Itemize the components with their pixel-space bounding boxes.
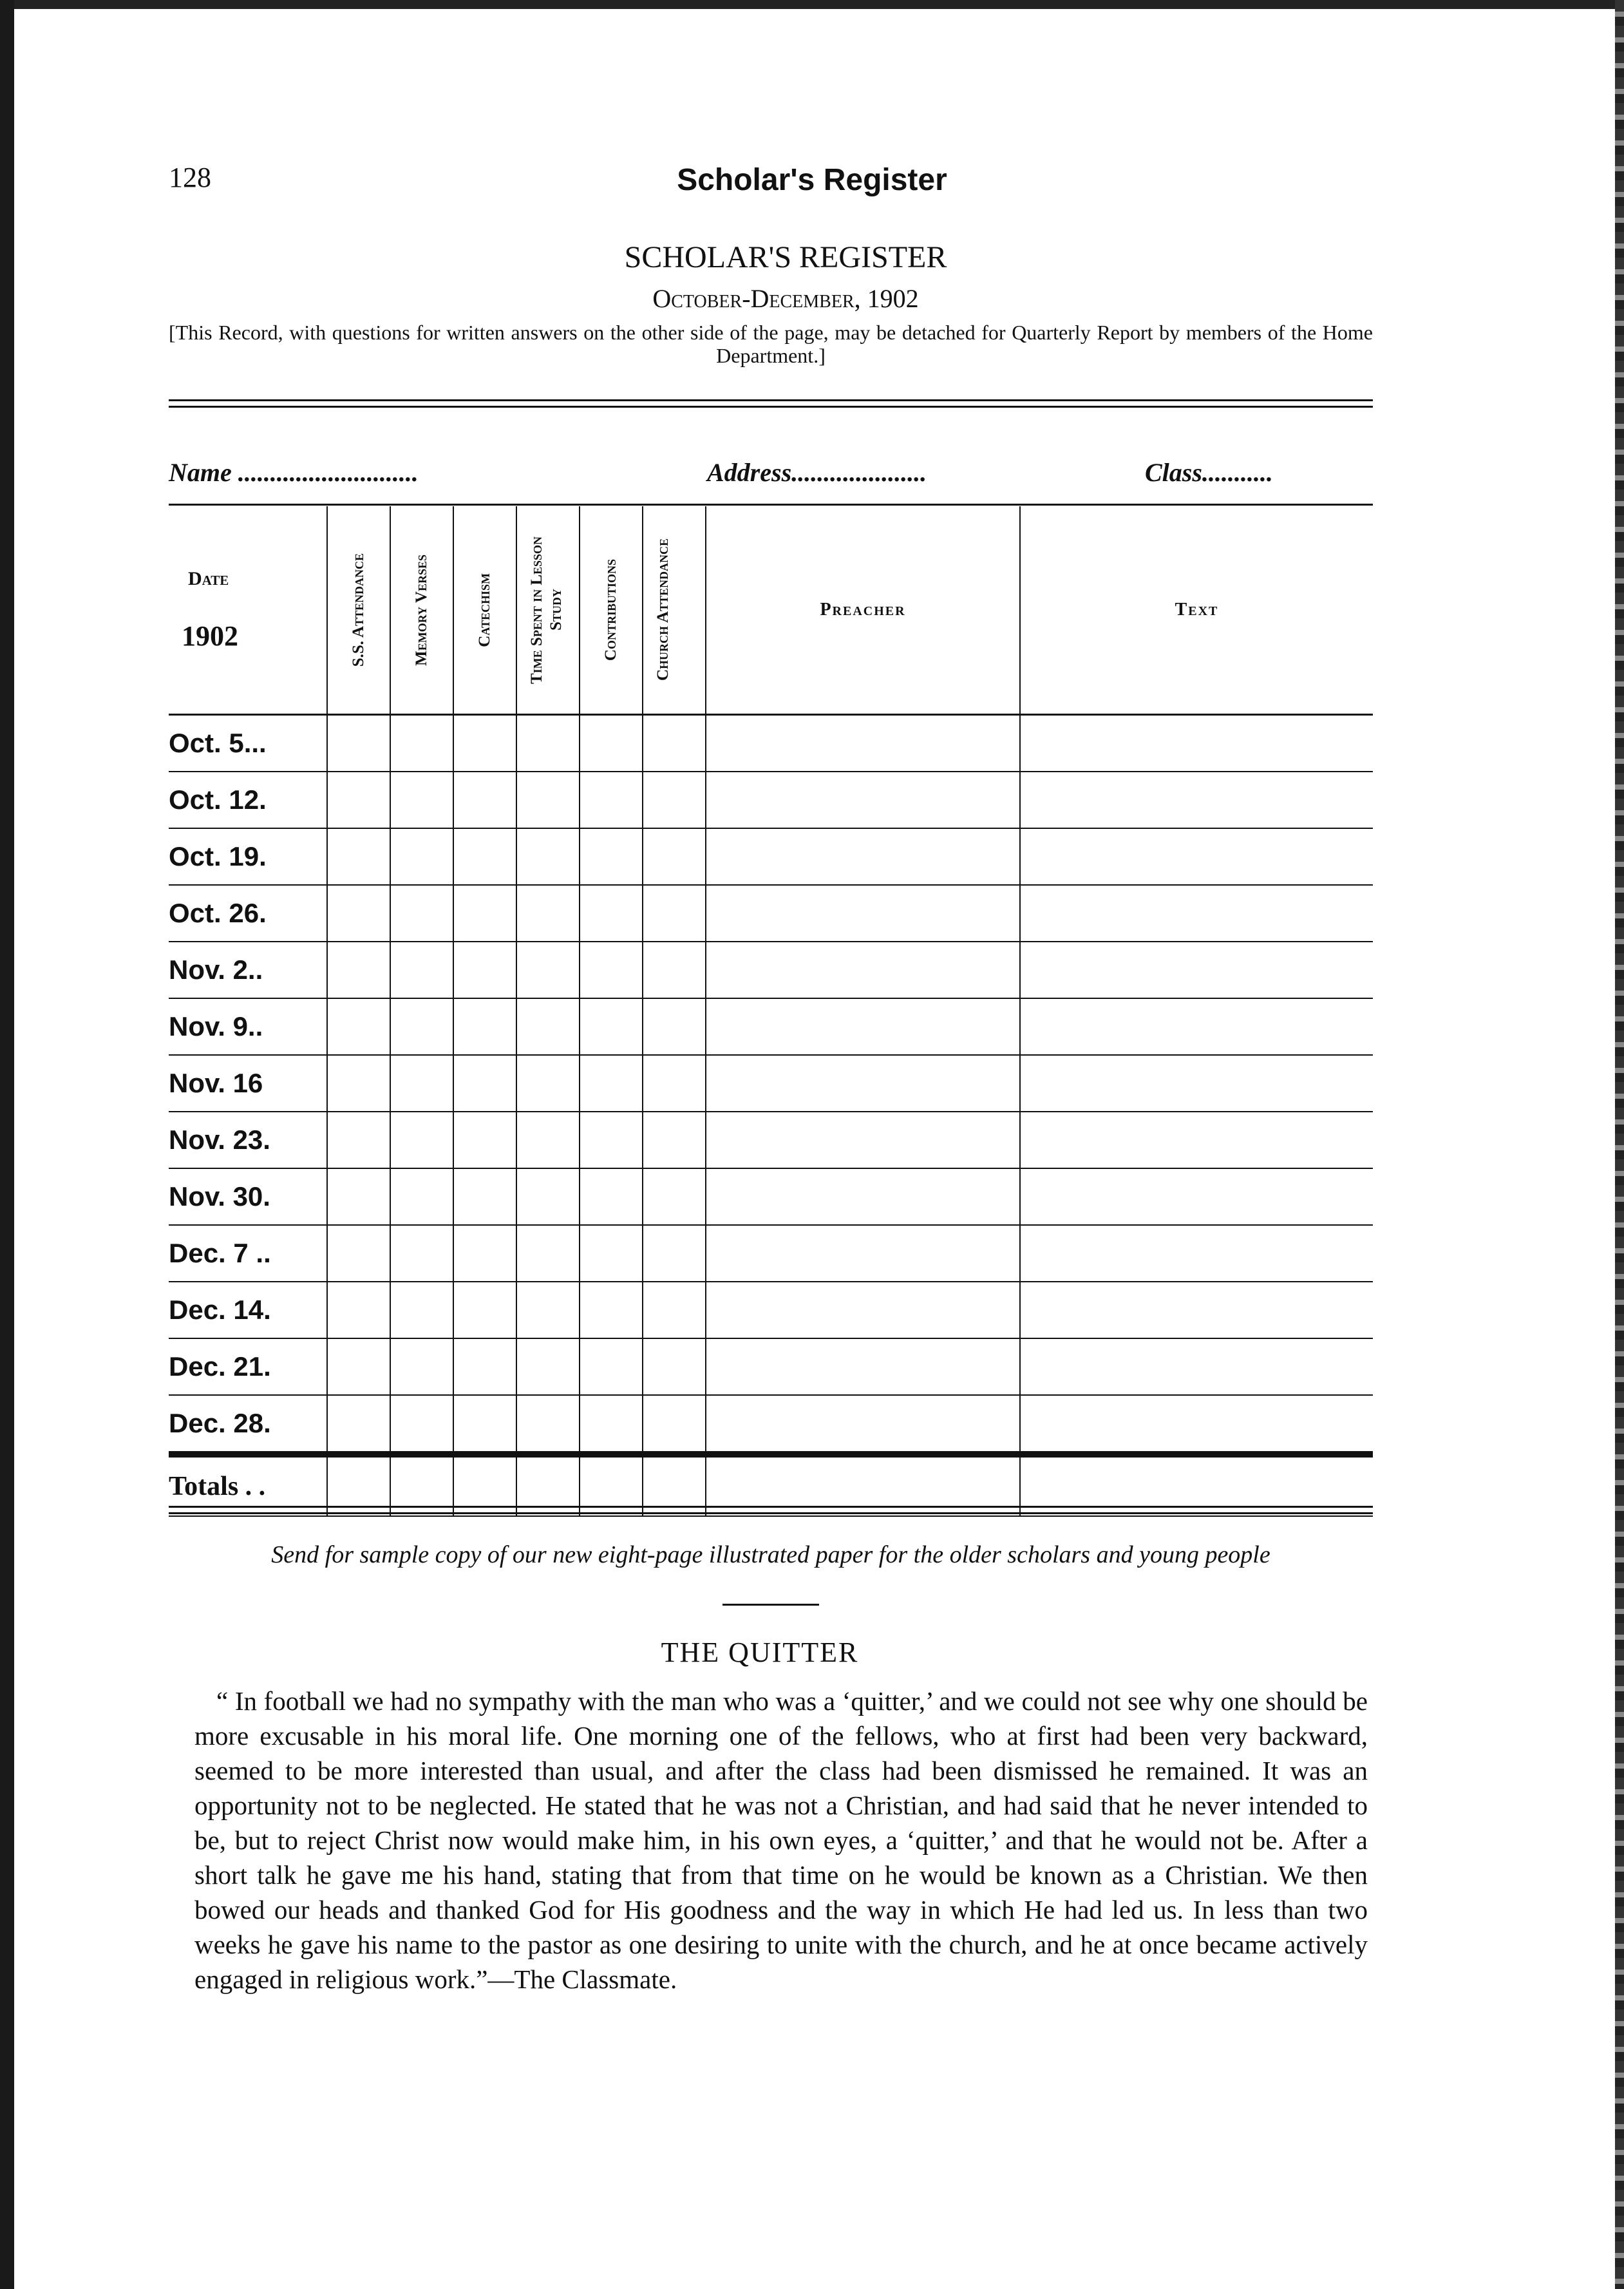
row-date-label: Oct. 19. — [169, 828, 327, 885]
register-table — [169, 506, 1373, 1517]
entry-cell[interactable] — [643, 1055, 706, 1112]
entry-cell[interactable] — [516, 1055, 580, 1112]
entry-cell[interactable] — [327, 1168, 390, 1225]
row-date-label: Nov. 9.. — [169, 998, 327, 1055]
entry-cell[interactable] — [390, 1112, 453, 1168]
entry-cell[interactable] — [516, 828, 580, 885]
entry-cell[interactable] — [1020, 715, 1373, 772]
entry-cell[interactable] — [453, 1338, 516, 1395]
row-date-label: Dec. 7 .. — [169, 1225, 327, 1282]
col-text: Text — [1020, 506, 1373, 715]
article-body — [194, 1684, 1368, 1997]
entry-cell[interactable] — [706, 1338, 1020, 1395]
entry-cell[interactable] — [1020, 1395, 1373, 1454]
entry-cell[interactable] — [643, 1338, 706, 1395]
entry-cell[interactable] — [580, 942, 643, 998]
entry-cell[interactable] — [516, 942, 580, 998]
entry-cell[interactable] — [453, 1282, 516, 1338]
entry-cell[interactable] — [390, 1395, 453, 1454]
entry-cell[interactable] — [516, 715, 580, 772]
entry-cell[interactable] — [643, 1395, 706, 1454]
table-row — [169, 715, 1373, 772]
entry-cell[interactable] — [327, 828, 390, 885]
entry-cell[interactable] — [580, 998, 643, 1055]
entry-cell[interactable] — [1020, 1225, 1373, 1282]
entry-cell[interactable] — [453, 828, 516, 885]
entry-cell[interactable] — [390, 942, 453, 998]
entry-cell[interactable] — [1020, 885, 1373, 942]
entry-cell[interactable] — [580, 772, 643, 828]
entry-cell[interactable] — [327, 998, 390, 1055]
entry-cell[interactable] — [390, 998, 453, 1055]
double-rule-bottom — [169, 406, 1373, 408]
page-number: 128 — [169, 162, 211, 193]
entry-cell[interactable] — [706, 772, 1020, 828]
entry-cell[interactable] — [580, 1055, 643, 1112]
entry-cell[interactable] — [453, 1395, 516, 1454]
entry-cell[interactable] — [1020, 828, 1373, 885]
table-row — [169, 998, 1373, 1055]
entry-cell[interactable] — [580, 1282, 643, 1338]
col-ss-attendance-label: S.S. Attendance — [350, 553, 367, 667]
col-church-attendance — [643, 506, 706, 715]
entry-cell[interactable] — [706, 715, 1020, 772]
row-date-label: Oct. 12. — [169, 772, 327, 828]
table-bottom-rule-1 — [169, 1506, 1373, 1508]
col-contributions — [580, 506, 643, 715]
entry-cell[interactable] — [516, 772, 580, 828]
col-catechism — [453, 506, 516, 715]
entry-cell[interactable] — [706, 998, 1020, 1055]
table-row — [169, 1338, 1373, 1395]
section-divider — [722, 1604, 819, 1606]
detach-note: [This Record, with questions for written answers on the other side of the page, may be detached for Quarterly Report by members of the Home Department.] — [169, 321, 1373, 367]
date-header-label: Date — [188, 567, 229, 589]
entry-cell[interactable] — [580, 1395, 643, 1454]
entry-cell[interactable] — [390, 1168, 453, 1225]
entry-cell[interactable] — [1020, 772, 1373, 828]
col-preacher: Preacher — [706, 506, 1020, 715]
table-row — [169, 1168, 1373, 1225]
name-address-class-line — [169, 457, 1373, 489]
date-column-header — [169, 506, 327, 715]
entry-cell[interactable] — [453, 1225, 516, 1282]
col-memory-verses-label: Memory Verses — [413, 554, 430, 666]
entry-cell[interactable] — [706, 1395, 1020, 1454]
entry-cell[interactable] — [580, 1168, 643, 1225]
entry-cell[interactable] — [706, 885, 1020, 942]
entry-cell[interactable] — [516, 1395, 580, 1454]
entry-cell[interactable] — [453, 885, 516, 942]
entry-cell[interactable] — [580, 1338, 643, 1395]
entry-cell[interactable] — [516, 1168, 580, 1225]
entry-cell[interactable] — [516, 998, 580, 1055]
entry-cell[interactable] — [706, 1225, 1020, 1282]
table-row — [169, 1282, 1373, 1338]
entry-cell[interactable] — [327, 1055, 390, 1112]
entry-cell[interactable] — [516, 1282, 580, 1338]
entry-cell[interactable] — [706, 1112, 1020, 1168]
entry-cell[interactable] — [516, 1225, 580, 1282]
col-lesson-study — [516, 506, 580, 715]
entry-cell[interactable] — [390, 715, 453, 772]
entry-cell[interactable] — [643, 942, 706, 998]
entry-cell[interactable] — [580, 715, 643, 772]
table-row — [169, 1055, 1373, 1112]
entry-cell[interactable] — [580, 1112, 643, 1168]
entry-cell[interactable] — [706, 942, 1020, 998]
entry-cell[interactable] — [327, 1112, 390, 1168]
row-date-label: Dec. 28. — [169, 1395, 327, 1454]
entry-cell[interactable] — [453, 772, 516, 828]
entry-cell[interactable] — [643, 772, 706, 828]
entry-cell[interactable] — [706, 1282, 1020, 1338]
entry-cell[interactable] — [453, 1055, 516, 1112]
entry-cell[interactable] — [643, 828, 706, 885]
entry-cell[interactable] — [327, 1338, 390, 1395]
article-title: THE QUITTER — [661, 1637, 859, 1668]
row-date-label: Dec. 21. — [169, 1338, 327, 1395]
entry-cell[interactable] — [453, 715, 516, 772]
entry-cell[interactable] — [327, 715, 390, 772]
entry-cell[interactable] — [1020, 1168, 1373, 1225]
table-row — [169, 828, 1373, 885]
entry-cell[interactable] — [1020, 998, 1373, 1055]
entry-cell[interactable] — [1020, 1338, 1373, 1395]
entry-cell[interactable] — [390, 885, 453, 942]
year-label: 1902 — [182, 620, 238, 652]
entry-cell[interactable] — [390, 1338, 453, 1395]
entry-cell[interactable] — [516, 1338, 580, 1395]
table-row — [169, 1225, 1373, 1282]
entry-cell[interactable] — [516, 1112, 580, 1168]
entry-cell[interactable] — [327, 1395, 390, 1454]
entry-cell[interactable] — [453, 942, 516, 998]
row-date-label: Nov. 23. — [169, 1112, 327, 1168]
entry-cell[interactable] — [580, 828, 643, 885]
entry-cell[interactable] — [390, 1225, 453, 1282]
entry-cell[interactable] — [453, 1112, 516, 1168]
table-row — [169, 772, 1373, 828]
row-date-label: Nov. 30. — [169, 1168, 327, 1225]
send-for-sample-line: Send for sample copy of our new eight-page illustrated paper for the older scholars and young people — [271, 1541, 1270, 1568]
entry-cell[interactable] — [327, 885, 390, 942]
entry-cell[interactable] — [706, 1055, 1020, 1112]
entry-cell[interactable] — [643, 1112, 706, 1168]
entry-cell[interactable] — [327, 772, 390, 828]
entry-cell[interactable] — [706, 1168, 1020, 1225]
table-row — [169, 1395, 1373, 1454]
double-rule-top — [169, 399, 1373, 401]
entry-cell[interactable] — [643, 885, 706, 942]
entry-cell[interactable] — [1020, 1112, 1373, 1168]
table-top-rule — [169, 504, 1373, 506]
col-memory-verses — [390, 506, 453, 715]
table-row — [169, 1112, 1373, 1168]
entry-cell[interactable] — [643, 1282, 706, 1338]
entry-cell[interactable] — [643, 998, 706, 1055]
class-field: Class........... — [1145, 458, 1273, 487]
row-date-label: Oct. 5... — [169, 715, 327, 772]
col-ss-attendance — [327, 506, 390, 715]
row-date-label: Dec. 14. — [169, 1282, 327, 1338]
entry-cell[interactable] — [643, 715, 706, 772]
table-row — [169, 942, 1373, 998]
article-paragraph: “ In football we had no sympathy with the man who was a ‘quitter,’ and we could not see why one should be more excusable in his moral life. One morning one of the fellows, who at first had been very backward, seemed to be more interested than usual, and after the class had been dismissed he remained. It was an opportunity not to be neglected. He stated that he was not a Christian, and had said that he never intended to be, but to reject Christ now would make him, in his own eyes, a ‘quitter,’ and that he would not be. After a short talk he gave me his hand, stating that from that time on he would be known as a Christian. We then bowed our heads and thanked God for His goodness and the way in which He had led us. In less than two weeks he gave his name to the pastor as one desiring to unite with the church, and he at once became actively engaged in religious work.”—The Classmate. — [194, 1686, 1368, 1994]
entry-cell[interactable] — [390, 772, 453, 828]
col-contributions-label: Contributions — [602, 558, 619, 661]
row-date-label: Nov. 2.. — [169, 942, 327, 998]
address-field: Address..................... — [707, 458, 927, 487]
running-head: Scholar's Register — [677, 163, 947, 197]
col-lesson-study-label: Time Spent in Lesson Study — [528, 536, 565, 684]
table-row — [169, 885, 1373, 942]
entry-cell[interactable] — [390, 1055, 453, 1112]
entry-cell[interactable] — [706, 828, 1020, 885]
entry-cell[interactable] — [390, 828, 453, 885]
col-catechism-label: Catechism — [476, 573, 493, 647]
entry-cell[interactable] — [390, 1282, 453, 1338]
register-title: SCHOLAR'S REGISTER — [624, 240, 947, 274]
entry-cell[interactable] — [327, 942, 390, 998]
col-church-attendance-label: Church Attendance — [654, 538, 672, 681]
entry-cell[interactable] — [516, 885, 580, 942]
entry-cell[interactable] — [580, 885, 643, 942]
entry-cell[interactable] — [327, 1225, 390, 1282]
entry-cell[interactable] — [643, 1168, 706, 1225]
totals-label: Totals . . — [169, 1454, 327, 1516]
entry-cell[interactable] — [580, 1225, 643, 1282]
row-date-label: Nov. 16 — [169, 1055, 327, 1112]
entry-cell[interactable] — [643, 1225, 706, 1282]
entry-cell[interactable] — [1020, 1282, 1373, 1338]
row-date-label: Oct. 26. — [169, 885, 327, 942]
name-field: Name ............................ — [169, 458, 419, 487]
entry-cell[interactable] — [453, 998, 516, 1055]
entry-cell[interactable] — [1020, 1055, 1373, 1112]
register-subtitle: October-December, 1902 — [652, 284, 919, 313]
table-bottom-rule-2 — [169, 1512, 1373, 1514]
entry-cell[interactable] — [327, 1282, 390, 1338]
entry-cell[interactable] — [1020, 942, 1373, 998]
entry-cell[interactable] — [453, 1168, 516, 1225]
